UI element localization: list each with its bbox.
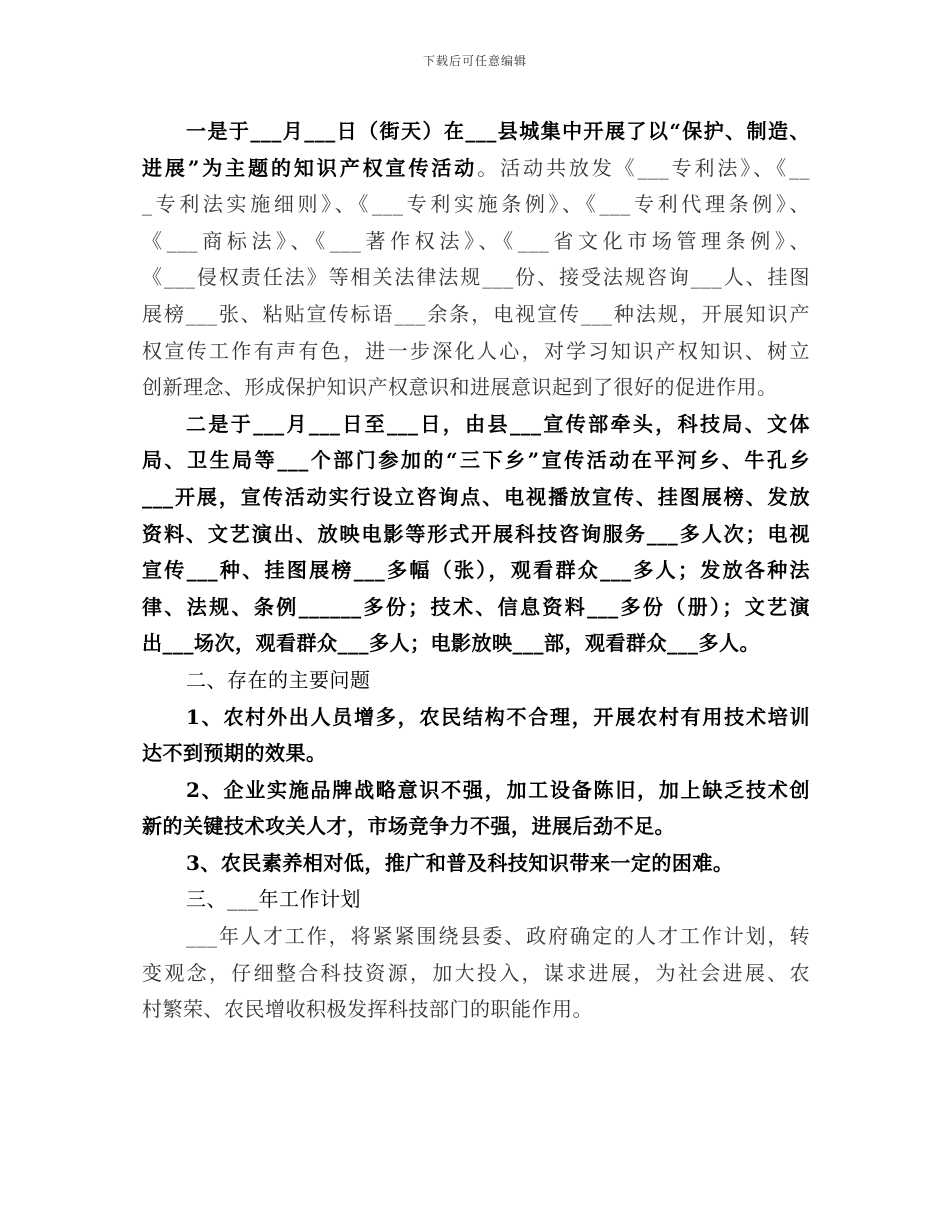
paragraph-2 [142, 406, 810, 662]
page-header: 下载后可任意编辑 [422, 54, 527, 68]
paragraph-line: 资料、文艺演出、放映电影等形式开展科技咨询服务___多人次；电视 [142, 521, 810, 546]
paragraph-6 [142, 918, 810, 1028]
paragraph-line: ___开展，宣传活动实行设立咨询点、电视播放宣传、挂图展榜、发放 [142, 484, 810, 509]
paragraph-1 [142, 113, 810, 406]
paragraph-line: 达不到预期的效果。 [142, 741, 327, 766]
paragraph-line: 局、卫生局等___个部门参加的“三下乡”宣传活动在平河乡、牛孔乡 [142, 448, 810, 473]
paragraph-line: 2、企业实施品牌战略意识不强，加工设备陈旧，加上缺乏技术创 [186, 777, 810, 802]
paragraph-line: _专利法实施细则》、《___专利实施条例》、《___专利代理条例》、 [142, 192, 810, 217]
paragraph-line: 创新理念、形成保护知识产权意识和进展意识起到了很好的促进作用。 [142, 375, 778, 400]
paragraph-line: 3、农民素养相对低，推广和普及科技知识带来一定的困难。 [186, 850, 734, 875]
paragraph-line: 1、农村外出人员增多，农民结构不合理，开展农村有用技术培训 [186, 704, 810, 729]
section-heading: 三、___年工作计划 [186, 887, 361, 912]
paragraph-line: 一是于___月___日（街天）在___县城集中开展了以“保护、制造、 [186, 119, 810, 143]
paragraph-line: 展榜___张、粘贴宣传标语___余条，电视宣传___种法规，开展知识产 [142, 301, 810, 326]
paragraph-line: 二是于___月___日至___日，由县___宣传部牵头，科技局、文体 [186, 411, 810, 436]
section-heading: 二、存在的主要问题 [186, 667, 371, 692]
paragraph-line [142, 150, 810, 187]
paragraph-line: 律、法规、条例______多份；技术、信息资料___多份（册）；文艺演 [142, 594, 810, 619]
bold-segment: 进展”为主题的知识产权宣传活动 [142, 155, 478, 180]
paragraph-line: 《___商标法》、《___著作权法》、《___省文化市场管理条例》、 [142, 228, 810, 253]
document-body [142, 113, 810, 1028]
paragraph-5 [142, 845, 810, 882]
paragraph-3 [142, 699, 810, 772]
paragraph-line: 新的关键技术攻关人才，市场竞争力不强，进展后劲不足。 [142, 814, 675, 839]
paragraph-line: 变观念，仔细整合科技资源，加大投入，谋求进展，为社会进展、农 [142, 960, 810, 985]
paragraph-line: 《___侵权责任法》等相关法律法规___份、接受法规咨询___人、挂图 [142, 265, 810, 290]
paragraph-line: 宣传___种、挂图展榜___多幅（张），观看群众___多人；发放各种法 [142, 558, 810, 583]
paragraph-line: 村繁荣、农民增收积极发挥科技部门的职能作用。 [142, 997, 593, 1022]
paragraph-line: 权宣传工作有声有色，进一步深化人心，对学习知识产权知识、树立 [142, 338, 810, 363]
light-segment: 。活动共放发《___专利法》、《__ [477, 155, 810, 180]
paragraph-line: ___年人才工作，将紧紧围绕县委、政府确定的人才工作计划，转 [186, 924, 810, 949]
paragraph-4 [142, 772, 810, 845]
paragraph-line: 出___场次，观看群众___多人；电影放映___部，观看群众___多人。 [142, 631, 760, 656]
